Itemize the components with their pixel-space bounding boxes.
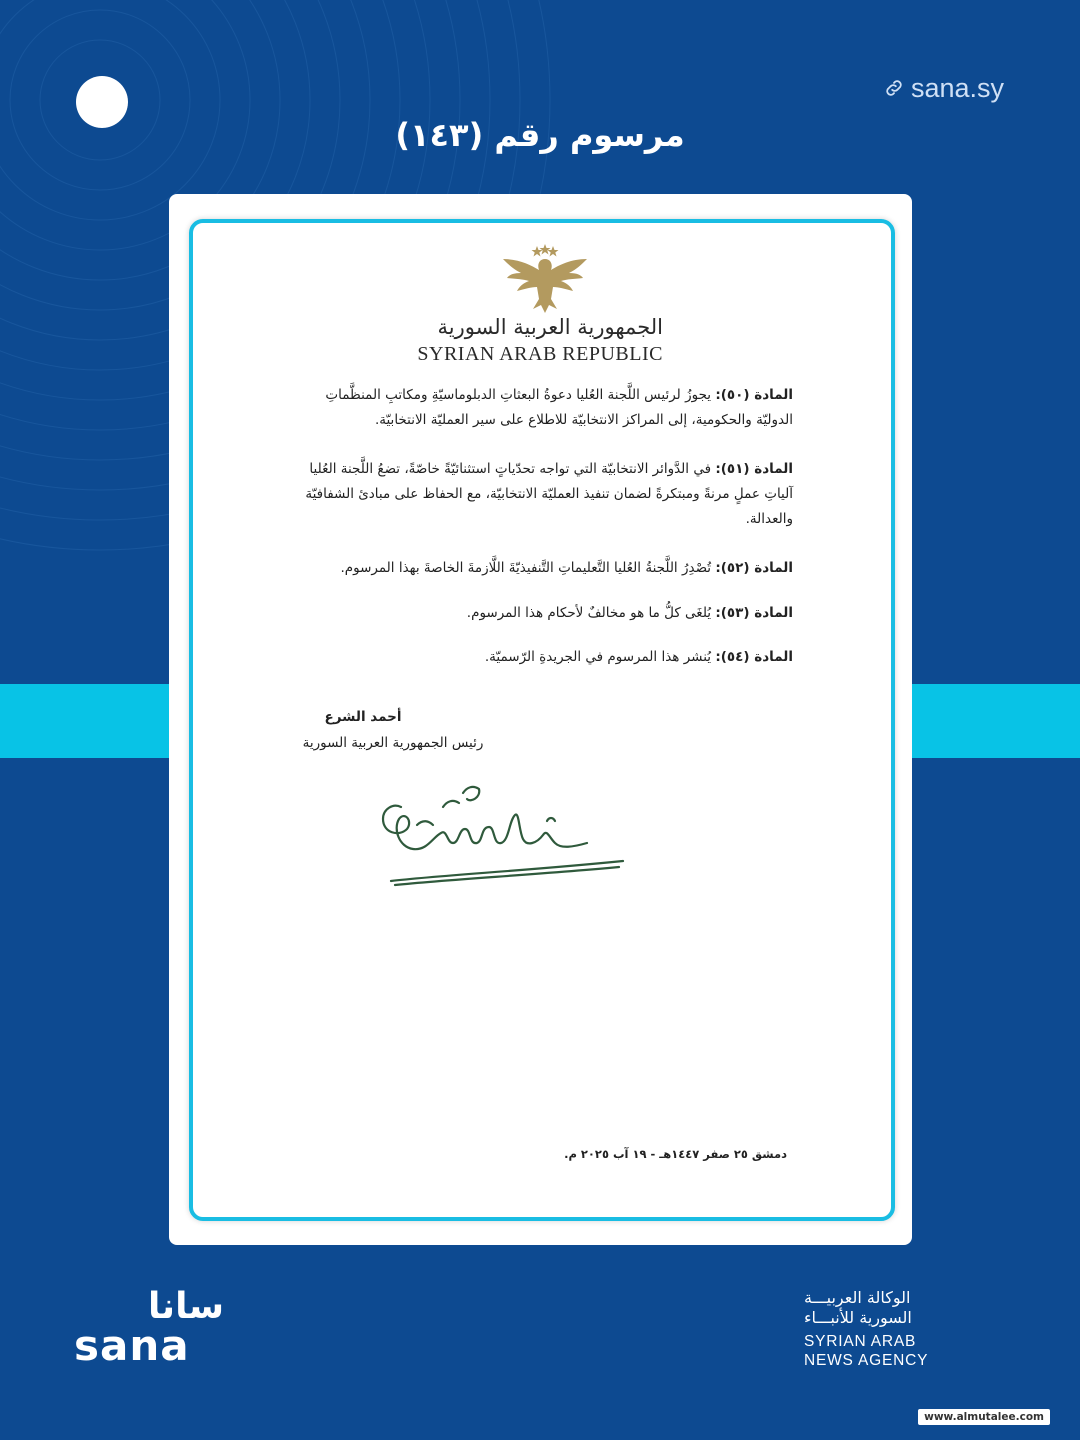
article-50: [293, 383, 793, 433]
article-text: تُصْدِرُ اللَّجنةُ العُليا التَّعليماتِ التَّنفيذيّةَ اللَّازمةَ الخاصةَ بهذا المرسوم.: [340, 560, 712, 576]
article-label: المادة (٥٤):: [715, 649, 793, 665]
watermark: www.almutalee.com: [918, 1409, 1050, 1425]
article-text: يُنشر هذا المرسوم في الجريدةِ الرّسميّة.: [484, 649, 712, 665]
decree-date: دمشق ٢٥ صفر ١٤٤٧هـ - ١٩ آب ٢٠٢٥ م.: [564, 1147, 787, 1161]
agency-english-line-1: SYRIAN ARAB: [804, 1333, 917, 1350]
article-text: يُلغَى كلُّ ما هو مخالفٌ لأحكام هذا المرسوم.: [466, 605, 712, 621]
page-title: مرسوم رقم (١٤٣): [395, 116, 685, 154]
brand-english: sana: [74, 1321, 190, 1370]
agency-name: [804, 1288, 1004, 1370]
link-icon: [883, 77, 905, 99]
article-label: المادة (٥٢):: [715, 560, 793, 576]
article-text: يجوزُ لرئيس اللَّجنة العُليا دعوةُ البعثاتِ الدبلوماسيّةِ ومكاتبِ المنظَّماتِ الدوليّة والحكومية، إلى المراكز الانتخابيّة للاطلاع على سير العمليّة الانتخابيّة.: [325, 387, 793, 428]
article-53: [293, 601, 793, 626]
agency-english-line-2: NEWS AGENCY: [804, 1352, 929, 1369]
article-label: المادة (٥٠):: [715, 387, 793, 403]
article-label: المادة (٥١):: [715, 461, 793, 477]
republic-name-english: SYRIAN ARAB REPUBLIC: [417, 343, 663, 365]
eagle-emblem-icon: [499, 243, 591, 315]
decree-document: [193, 223, 891, 1217]
document-card: [169, 194, 912, 1245]
article-label: المادة (٥٣):: [715, 605, 793, 621]
article-54: [293, 645, 793, 670]
signature-image: [343, 763, 633, 893]
site-url-text: sana.sy: [910, 72, 1004, 103]
site-url[interactable]: [883, 70, 1004, 106]
brand-arabic: سانا: [148, 1286, 224, 1327]
sana-logo: [74, 1288, 224, 1368]
signer-title: رئيس الجمهورية العربية السورية: [302, 735, 484, 751]
article-52: [293, 556, 793, 581]
document-frame: [189, 219, 895, 1221]
signer-name: أحمد الشرع: [324, 709, 402, 725]
republic-name-arabic: الجمهورية العربية السورية: [437, 315, 663, 339]
article-51: [283, 457, 793, 532]
agency-arabic-line-1: الوكالة العربيـــة: [804, 1288, 911, 1307]
article-text: في الدَّوائر الانتخابيّة التي تواجه تحدّياتٍ استثنائيّةً خاصّةً، تضعُ اللَّجنة العُليا آلياتِ عملٍ مرنةً ومبتكرةً لضمان تنفيذ العمليّة الانتخابيّة، مع الحفاظ على مبادئ الشفافيّة والعدالة.: [305, 461, 793, 527]
agency-arabic-line-2: السورية للأنبـــاء: [804, 1308, 912, 1327]
